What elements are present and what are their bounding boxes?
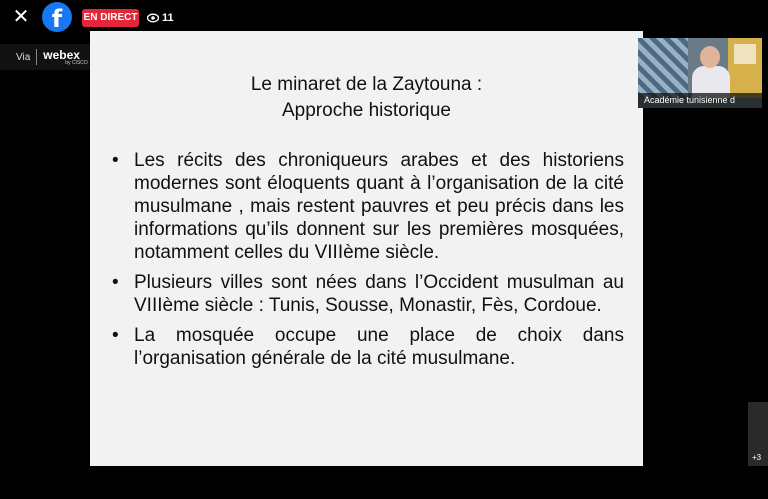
slide-title-line1: Le minaret de la Zaytouna : xyxy=(250,74,483,95)
divider xyxy=(36,49,37,65)
webex-watermark xyxy=(0,44,96,70)
bullet-text: La mosquée occupe une place de choix dans l’organisation générale de la cité musulmane. xyxy=(134,325,624,369)
slide-bullet-list xyxy=(112,149,624,377)
via-label: Via xyxy=(16,51,31,63)
viewer-count-value: 11 xyxy=(162,12,174,24)
webex-logo xyxy=(43,49,88,66)
webex-by-label: by CISCO xyxy=(65,59,88,66)
bullet-icon: • xyxy=(112,325,119,346)
list-item xyxy=(112,324,624,370)
facebook-logo-icon: f xyxy=(42,2,72,32)
more-participants-button[interactable] xyxy=(748,402,768,466)
live-badge: EN DIRECT xyxy=(82,9,139,27)
video-background xyxy=(638,38,688,98)
close-button[interactable]: ✕ xyxy=(12,6,30,28)
eye-icon xyxy=(147,13,159,23)
slide-title-line2: Approche historique xyxy=(282,100,451,121)
list-item xyxy=(112,271,624,317)
bullet-icon: • xyxy=(112,150,119,171)
more-participants-count: +3 xyxy=(752,453,762,462)
slide-title xyxy=(90,72,643,124)
bullet-text: Les récits des chroniqueurs arabes et des historiens modernes sont éloquents quant à l’organisation de la cité musulmane , mais restent pauvres et peu précis dans les informations qu’ils donnent sur les premières mosquées, notamment celles du VIIIème siècle. xyxy=(134,150,624,263)
webex-name: webex xyxy=(43,47,80,62)
participant-name: Académie tunisienne d xyxy=(638,93,762,108)
bullet-text: Plusieurs villes sont nées dans l’Occident musulman au VIIIème siècle : Tunis, Sousse, Monastir, Fès, Cordoue. xyxy=(134,272,624,316)
speaker-figure xyxy=(700,46,720,68)
participant-video-tile[interactable] xyxy=(638,38,762,108)
list-item xyxy=(112,149,624,264)
presentation-slide xyxy=(90,31,643,466)
bullet-icon: • xyxy=(112,272,119,293)
viewer-count xyxy=(147,10,174,26)
video-background xyxy=(734,44,756,64)
